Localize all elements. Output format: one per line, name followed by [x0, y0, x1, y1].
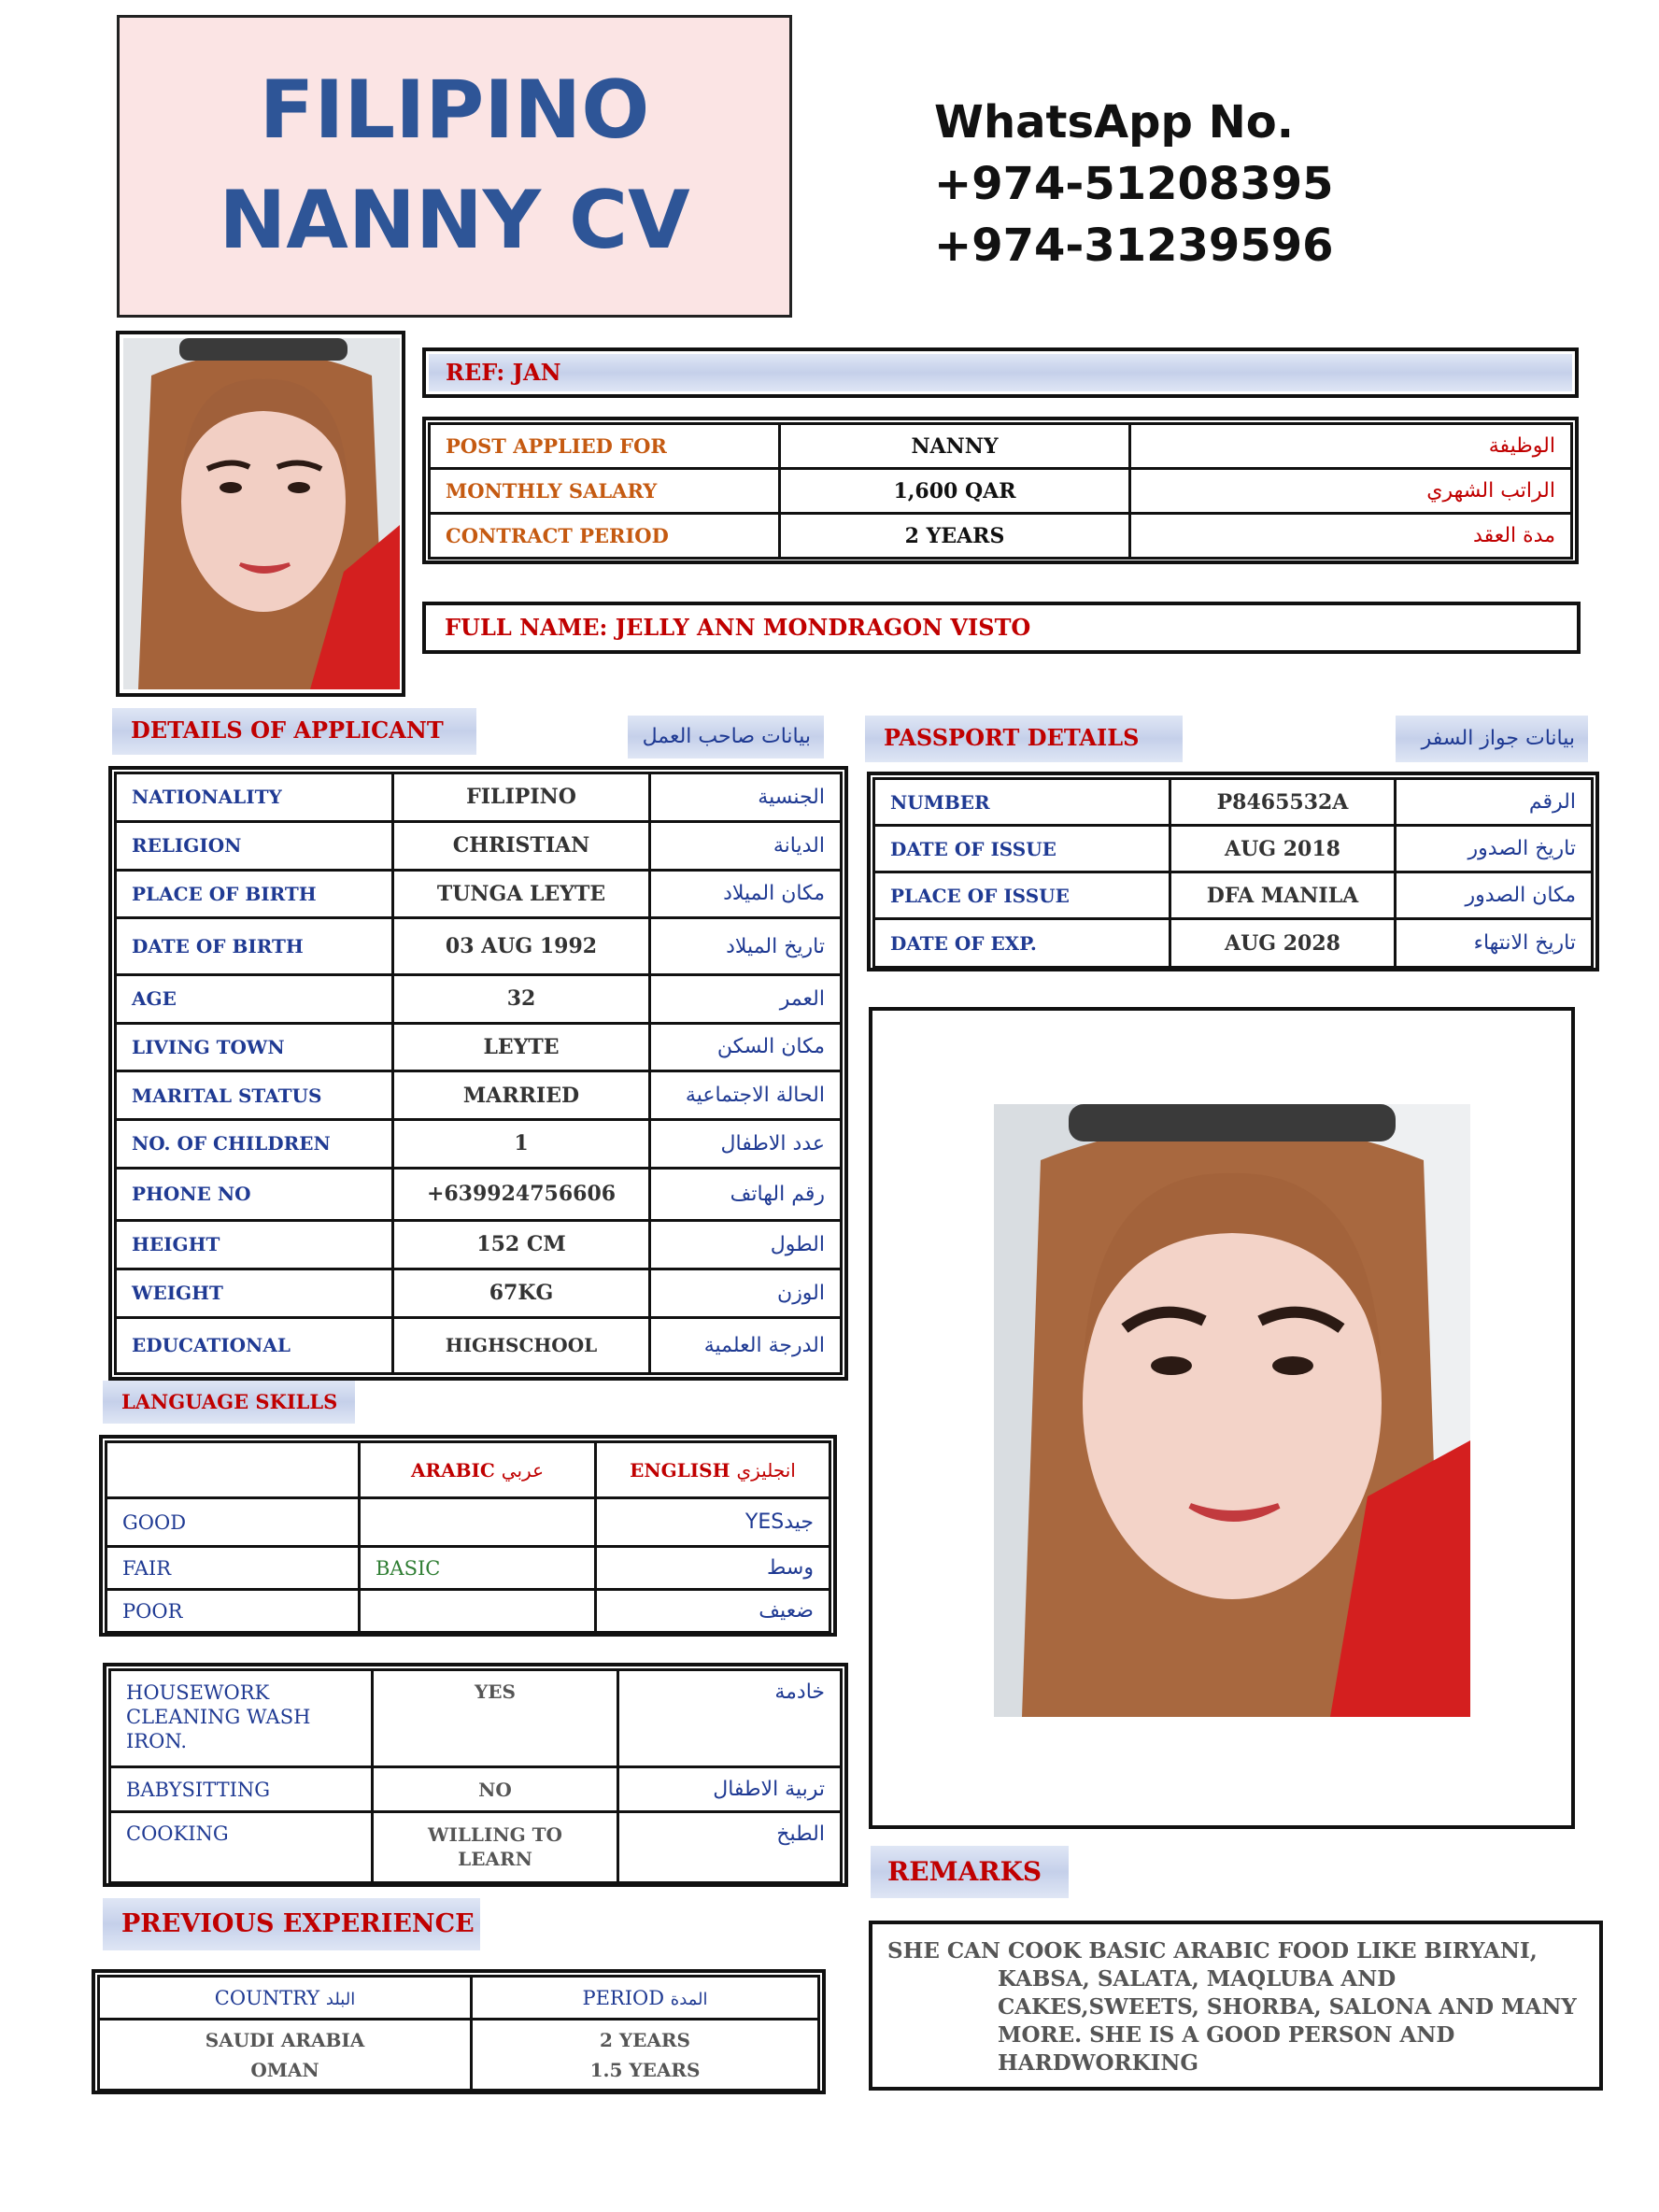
- applicant-label-ar: الوزن: [650, 1269, 842, 1317]
- applicant-table-frame: [108, 766, 848, 1381]
- applicant-label-ar: مكان السكن: [650, 1023, 842, 1071]
- language-row: [106, 1547, 830, 1590]
- applicant-value: MARRIED: [393, 1071, 650, 1120]
- language-arabic: [360, 1498, 596, 1547]
- applicant-label: DATE OF BIRTH: [116, 918, 393, 974]
- skill-value: WILLING TO LEARN: [373, 1812, 618, 1883]
- remarks-line: CAKES,SWEETS, SHORBA, SALONA AND MANY: [998, 1994, 1577, 2020]
- applicant-label-ar: عدد الاطفال: [650, 1120, 842, 1169]
- applicant-label: MARITAL STATUS: [116, 1071, 393, 1120]
- applicant-row: [116, 821, 842, 870]
- applicant-table: [114, 772, 843, 1375]
- language-english: جيدYES: [596, 1498, 830, 1547]
- experience-period: 1.5 YEARS: [589, 2058, 701, 2081]
- experience-country: OMAN: [250, 2058, 319, 2081]
- passport-label-ar: مكان الصدور: [1396, 872, 1593, 919]
- passport-label: DATE OF EXP.: [874, 919, 1170, 968]
- applicant-photo-small: [123, 338, 400, 689]
- applicant-row: [116, 870, 842, 918]
- language-row: [106, 1590, 830, 1633]
- applicant-row: [116, 1168, 842, 1220]
- applicant-value: 03 AUG 1992: [393, 918, 650, 974]
- language-header: LANGUAGE SKILLS: [103, 1381, 355, 1424]
- applicant-row: [116, 1120, 842, 1169]
- skills-row: [110, 1767, 842, 1812]
- applicant-value: 152 CM: [393, 1220, 650, 1269]
- language-arabic: BASIC: [360, 1547, 596, 1590]
- applicant-label-ar: مكان الميلاد: [650, 870, 842, 918]
- job-label-ar: الوظيفة: [1130, 424, 1572, 469]
- applicant-label: EDUCATIONAL: [116, 1317, 393, 1373]
- applicant-value: TUNGA LEYTE: [393, 870, 650, 918]
- remarks-line: HARDWORKING: [998, 2050, 1199, 2076]
- passport-row: [874, 872, 1593, 919]
- whatsapp-phone-2: +974-31239596: [934, 220, 1334, 272]
- passport-label: NUMBER: [874, 779, 1170, 826]
- applicant-label: NO. OF CHILDREN: [116, 1120, 393, 1169]
- experience-country: SAUDI ARABIA: [205, 2028, 365, 2051]
- language-table: [105, 1440, 831, 1634]
- job-row: [430, 424, 1572, 469]
- ref-box: [422, 347, 1579, 398]
- passport-table-frame: [867, 772, 1599, 971]
- title-line-1: FILIPINO: [259, 64, 650, 157]
- job-row: [430, 514, 1572, 559]
- skill-label: HOUSEWORK CLEANING WASH IRON.: [110, 1670, 373, 1767]
- experience-header-row: [99, 1977, 819, 2020]
- job-value: 1,600 QAR: [780, 469, 1130, 514]
- passport-value: AUG 2018: [1170, 826, 1396, 872]
- skill-label-ar: تربية الاطفال: [618, 1767, 842, 1812]
- passport-label-ar: الرقم: [1396, 779, 1593, 826]
- applicant-row: [116, 1071, 842, 1120]
- applicant-value: FILIPINO: [393, 773, 650, 822]
- applicant-label-ar: رقم الهاتف: [650, 1168, 842, 1220]
- applicant-label: AGE: [116, 974, 393, 1023]
- passport-row: [874, 826, 1593, 872]
- applicant-label-ar: تاريخ الميلاد: [650, 918, 842, 974]
- passport-row: [874, 919, 1593, 968]
- language-row: [106, 1498, 830, 1547]
- whatsapp-label: WhatsApp No.: [934, 96, 1294, 149]
- applicant-value: 1: [393, 1120, 650, 1169]
- job-label: POST APPLIED FOR: [430, 424, 780, 469]
- job-table-frame: [422, 417, 1579, 564]
- language-english: وسط: [596, 1547, 830, 1590]
- language-english: ضعيف: [596, 1590, 830, 1633]
- col-country: COUNTRY: [214, 1986, 320, 2009]
- job-label-ar: الراتب الشهري: [1130, 469, 1572, 514]
- job-table: [428, 422, 1573, 560]
- col-period: PERIOD: [582, 1986, 665, 2009]
- col-arabic: ARABIC: [410, 1458, 495, 1482]
- full-name: FULL NAME: JELLY ANN MONDRAGON VISTO: [422, 602, 1581, 654]
- applicant-value: 32: [393, 974, 650, 1023]
- col-english: ENGLISH: [630, 1458, 730, 1482]
- applicant-value: 67KG: [393, 1269, 650, 1317]
- applicant-label-ar: العمر: [650, 974, 842, 1023]
- skill-label: BABYSITTING: [110, 1767, 373, 1812]
- language-level: FAIR: [106, 1547, 360, 1590]
- job-label: CONTRACT PERIOD: [430, 514, 780, 559]
- remarks-line: KABSA, SALATA, MAQLUBA AND: [998, 1966, 1397, 1992]
- col-english-ar: انجليزي: [736, 1458, 796, 1482]
- col-country-ar: البلد: [325, 1989, 356, 2009]
- applicant-label: PHONE NO: [116, 1168, 393, 1220]
- skill-value: NO: [373, 1767, 618, 1812]
- passport-label: PLACE OF ISSUE: [874, 872, 1170, 919]
- applicant-row: [116, 1317, 842, 1373]
- skill-label-ar: الطبخ: [618, 1812, 842, 1883]
- passport-row: [874, 779, 1593, 826]
- passport-label-ar: تاريخ الانتهاء: [1396, 919, 1593, 968]
- title-box: [117, 15, 792, 318]
- applicant-value: LEYTE: [393, 1023, 650, 1071]
- applicant-row: [116, 918, 842, 974]
- applicant-label-ar: الجنسية: [650, 773, 842, 822]
- experience-row: [99, 2020, 819, 2091]
- skill-label-ar: خادمة: [618, 1670, 842, 1767]
- language-level: POOR: [106, 1590, 360, 1633]
- job-label: MONTHLY SALARY: [430, 469, 780, 514]
- skills-table-frame: [103, 1663, 848, 1887]
- applicant-header: DETAILS OF APPLICANT: [112, 708, 476, 755]
- applicant-label-ar: الطول: [650, 1220, 842, 1269]
- applicant-row: [116, 773, 842, 822]
- applicant-header-ar: بيانات صاحب العمل: [628, 716, 824, 759]
- remarks-header: REMARKS: [871, 1846, 1069, 1898]
- small-photo-frame: [116, 331, 405, 697]
- job-value: 2 YEARS: [780, 514, 1130, 559]
- experience-header: PREVIOUS EXPERIENCE: [103, 1898, 480, 1950]
- passport-header: PASSPORT DETAILS: [865, 716, 1183, 762]
- language-level: GOOD: [106, 1498, 360, 1547]
- experience-period: 2 YEARS: [600, 2028, 690, 2051]
- skill-label: COOKING: [110, 1812, 373, 1883]
- passport-label-ar: تاريخ الصدور: [1396, 826, 1593, 872]
- applicant-row: [116, 1023, 842, 1071]
- applicant-photo-large: [994, 1104, 1470, 1717]
- language-header-row: [106, 1442, 830, 1498]
- passport-value: AUG 2028: [1170, 919, 1396, 968]
- applicant-label: HEIGHT: [116, 1220, 393, 1269]
- experience-table: [97, 1975, 820, 2091]
- passport-value: P8465532A: [1170, 779, 1396, 826]
- experience-table-frame: [92, 1969, 826, 2094]
- col-period-ar: المدة: [670, 1989, 708, 2009]
- applicant-value: +639924756606: [393, 1168, 650, 1220]
- job-value: NANNY: [780, 424, 1130, 469]
- applicant-row: [116, 974, 842, 1023]
- skill-value: YES: [373, 1670, 618, 1767]
- applicant-label-ar: الدرجة العلمية: [650, 1317, 842, 1373]
- skills-row: [110, 1812, 842, 1883]
- passport-table: [872, 777, 1594, 969]
- job-row: [430, 469, 1572, 514]
- large-photo-frame: [869, 1007, 1575, 1829]
- applicant-label: RELIGION: [116, 821, 393, 870]
- ref-label: REF: JAN: [429, 354, 1572, 391]
- applicant-label: LIVING TOWN: [116, 1023, 393, 1071]
- applicant-label: NATIONALITY: [116, 773, 393, 822]
- applicant-label: WEIGHT: [116, 1269, 393, 1317]
- applicant-label-ar: الديانة: [650, 821, 842, 870]
- remarks-line: SHE CAN COOK BASIC ARABIC FOOD LIKE BIRYANI,: [887, 1938, 1538, 1964]
- job-label-ar: مدة العقد: [1130, 514, 1572, 559]
- skills-table: [108, 1668, 843, 1884]
- remarks-box: [869, 1921, 1603, 2091]
- title-line-2: NANNY CV: [219, 174, 690, 267]
- applicant-row: [116, 1220, 842, 1269]
- applicant-label: PLACE OF BIRTH: [116, 870, 393, 918]
- skills-row: [110, 1670, 842, 1767]
- applicant-label-ar: الحالة الاجتماعية: [650, 1071, 842, 1120]
- col-arabic-ar: عربي: [501, 1458, 545, 1482]
- remarks-line: MORE. SHE IS A GOOD PERSON AND: [998, 2022, 1455, 2048]
- whatsapp-contact: [934, 92, 1334, 276]
- applicant-row: [116, 1269, 842, 1317]
- language-arabic: [360, 1590, 596, 1633]
- applicant-value: CHRISTIAN: [393, 821, 650, 870]
- passport-value: DFA MANILA: [1170, 872, 1396, 919]
- passport-header-ar: بيانات جواز السفر: [1396, 716, 1588, 762]
- applicant-value: HIGHSCHOOL: [393, 1317, 650, 1373]
- whatsapp-phone-1: +974-51208395: [934, 158, 1334, 210]
- passport-label: DATE OF ISSUE: [874, 826, 1170, 872]
- language-table-frame: [99, 1435, 837, 1637]
